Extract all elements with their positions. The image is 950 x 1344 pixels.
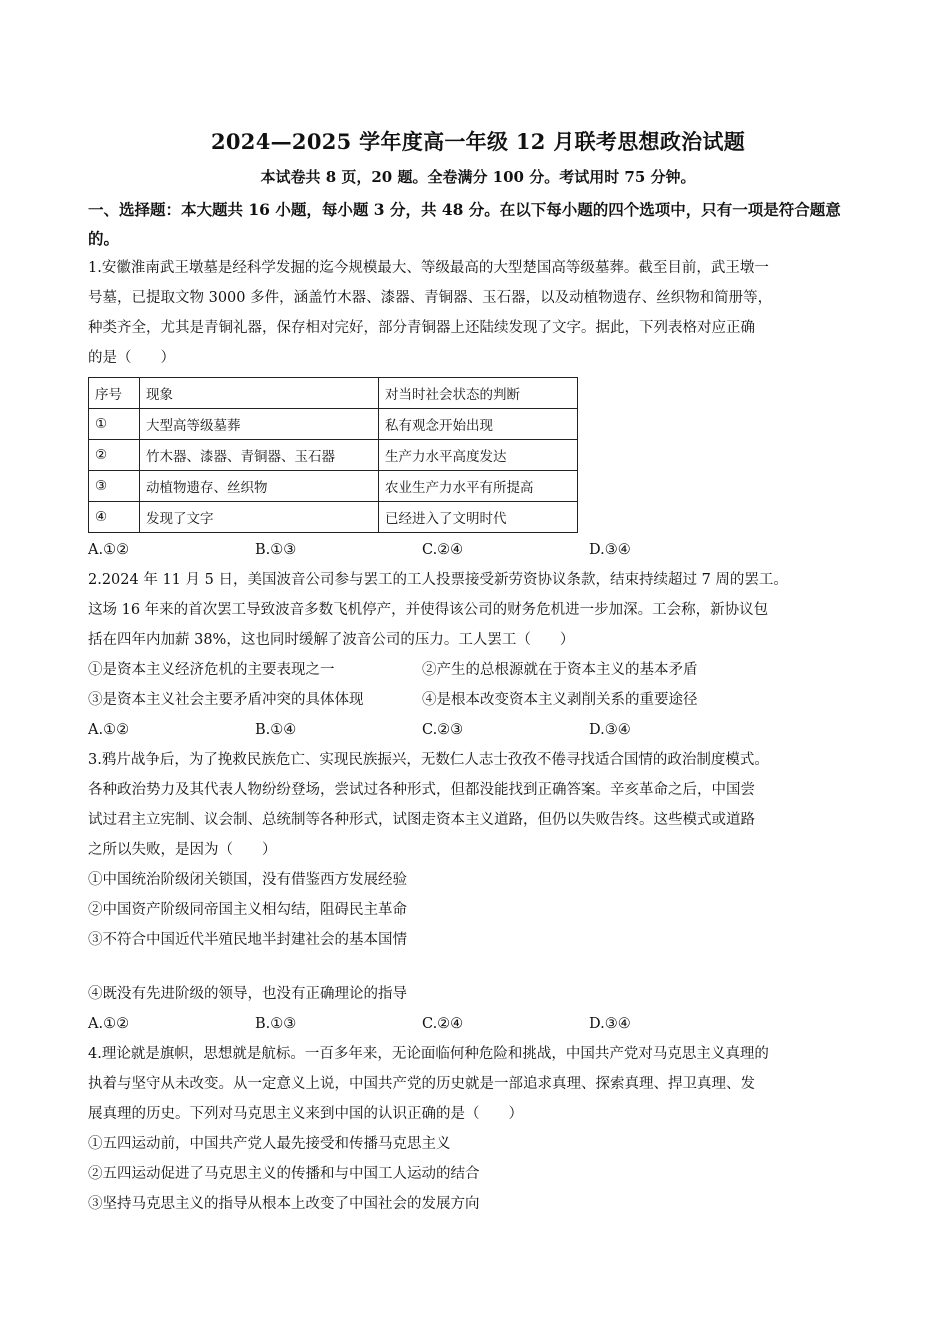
statement: ①中国统治阶级闭关锁国，没有借鉴西方发展经验 xyxy=(88,872,407,888)
option-a: A.①② xyxy=(88,542,130,558)
q3-stem-line: 试过君主立宪制、议会制、总统制等各种形式，试图走资本主义道路，但仍以失败告终。这些模式或道路 xyxy=(88,812,755,828)
option-b: B.①③ xyxy=(255,542,297,558)
section-heading: 一、选择题：本大题共 16 小题，每小题 3 分，共 48 分。在以下每小题的四个选项中，只有一项是符合题意的。 xyxy=(88,200,841,248)
question-4 xyxy=(88,1039,868,1219)
question-2 xyxy=(88,565,868,745)
question-1 xyxy=(88,253,868,565)
blank-gap xyxy=(88,955,868,979)
q2-statement-row xyxy=(88,685,868,715)
q2-stem-line: 2.2024 年 11 月 5 日，美国波音公司参与罢工的工人投票接受新劳资协议条款，结束持续超过 7 周的罢工。 xyxy=(88,572,788,588)
table-header-row xyxy=(89,378,578,409)
table-row xyxy=(89,409,578,440)
statement: ③坚持马克思主义的指导从根本上改变了中国社会的发展方向 xyxy=(88,1196,480,1212)
q3-stem-line: 各种政治势力及其代表人物纷纷登场，尝试过各种形式，但都没能找到正确答案。辛亥革命之后，中国尝 xyxy=(88,782,755,798)
table-cell: 生产力水平高度发达 xyxy=(379,440,578,471)
exam-subtitle: 本试卷共 8 页，20 题。全卷满分 100 分。考试用时 75 分钟。 xyxy=(260,168,696,186)
q4-stem-line: 4.理论就是旗帜，思想就是航标。一百多年来，无论面临何种危险和挑战，中国共产党对马克思主义真理的 xyxy=(88,1046,769,1062)
statement: ②中国资产阶级同帝国主义相勾结，阻碍民主革命 xyxy=(88,902,407,918)
q2-statement-row xyxy=(88,655,868,685)
exam-title: 2024—2025 学年度高一年级 12 月联考思想政治试题 xyxy=(210,129,746,154)
statement: ①五四运动前，中国共产党人最先接受和传播马克思主义 xyxy=(88,1136,451,1152)
q2-options xyxy=(88,715,868,745)
table-cell: 私有观念开始出现 xyxy=(379,409,578,440)
q1-stem-line: 的是（ ） xyxy=(88,350,175,366)
q1-stem-line: 种类齐全，尤其是青铜礼器，保存相对完好，部分青铜器上还陆续发现了文字。据此，下列表格对应正确 xyxy=(88,320,755,336)
statement: ②产生的总根源就在于资本主义的基本矛盾 xyxy=(422,662,698,678)
statement: ②五四运动促进了马克思主义的传播和与中国工人运动的结合 xyxy=(88,1166,480,1182)
table-cell: ③ xyxy=(89,471,140,502)
option-c: C.②④ xyxy=(422,542,464,558)
table-header-cell: 序号 xyxy=(89,378,140,409)
question-3 xyxy=(88,745,868,1039)
q1-stem-line: 号墓，已提取文物 3000 多件，涵盖竹木器、漆器、青铜器、玉石器，以及动植物遗存、丝织物和简册等， xyxy=(88,290,773,306)
table-row xyxy=(89,471,578,502)
table-cell: ④ xyxy=(89,502,140,533)
table-cell: 发现了文字 xyxy=(140,502,379,533)
statement: ③不符合中国近代半殖民地半封建社会的基本国情 xyxy=(88,932,407,948)
q2-stem-line: 这场 16 年来的首次罢工导致波音多数飞机停产，并使得该公司的财务危机进一步加深。工会称，新协议包 xyxy=(88,602,769,618)
q1-stem-line: 1.安徽淮南武王墩墓是经科学发掘的迄今规模最大、等级最高的大型楚国高等级墓葬。截至目前，武王墩一 xyxy=(88,260,769,276)
table-cell: 已经进入了文明时代 xyxy=(379,502,578,533)
q3-stem-line: 之所以失败，是因为（ ） xyxy=(88,842,277,858)
option-d: D.③④ xyxy=(589,542,631,558)
table-cell: ② xyxy=(89,440,140,471)
table-row xyxy=(89,502,578,533)
statement: ④既没有先进阶级的领导，也没有正确理论的指导 xyxy=(88,986,407,1002)
option-d: D.③④ xyxy=(589,1016,631,1032)
exam-page xyxy=(88,126,868,1219)
option-c: C.②③ xyxy=(422,722,464,738)
q1-table xyxy=(88,377,578,533)
table-cell: ① xyxy=(89,409,140,440)
option-d: D.③④ xyxy=(589,722,631,738)
statement: ③是资本主义社会主要矛盾冲突的具体体现 xyxy=(88,692,364,708)
q4-stem-line: 执着与坚守从未改变。从一定意义上说，中国共产党的历史就是一部追求真理、探索真理、捍卫真理、发 xyxy=(88,1076,755,1092)
option-c: C.②④ xyxy=(422,1016,464,1032)
q3-stem-line: 3.鸦片战争后，为了挽救民族危亡、实现民族振兴，无数仁人志士孜孜不倦寻找适合国情的政治制度模式。 xyxy=(88,752,769,768)
q1-options xyxy=(88,535,868,565)
table-cell: 竹木器、漆器、青铜器、玉石器 xyxy=(140,440,379,471)
statement: ①是资本主义经济危机的主要表现之一 xyxy=(88,662,335,678)
table-row xyxy=(89,440,578,471)
option-a: A.①② xyxy=(88,722,130,738)
q2-stem-line: 括在四年内加薪 38%，这也同时缓解了波音公司的压力。工人罢工（ ） xyxy=(88,632,575,648)
table-header-cell: 现象 xyxy=(140,378,379,409)
q4-stem-line: 展真理的历史。下列对马克思主义来到中国的认识正确的是（ ） xyxy=(88,1106,523,1122)
table-header-cell: 对当时社会状态的判断 xyxy=(379,378,578,409)
q3-options xyxy=(88,1009,868,1039)
statement: ④是根本改变资本主义剥削关系的重要途径 xyxy=(422,692,698,708)
option-b: B.①③ xyxy=(255,1016,297,1032)
option-b: B.①④ xyxy=(255,722,297,738)
table-cell: 农业生产力水平有所提高 xyxy=(379,471,578,502)
table-cell: 大型高等级墓葬 xyxy=(140,409,379,440)
option-a: A.①② xyxy=(88,1016,130,1032)
table-cell: 动植物遗存、丝织物 xyxy=(140,471,379,502)
